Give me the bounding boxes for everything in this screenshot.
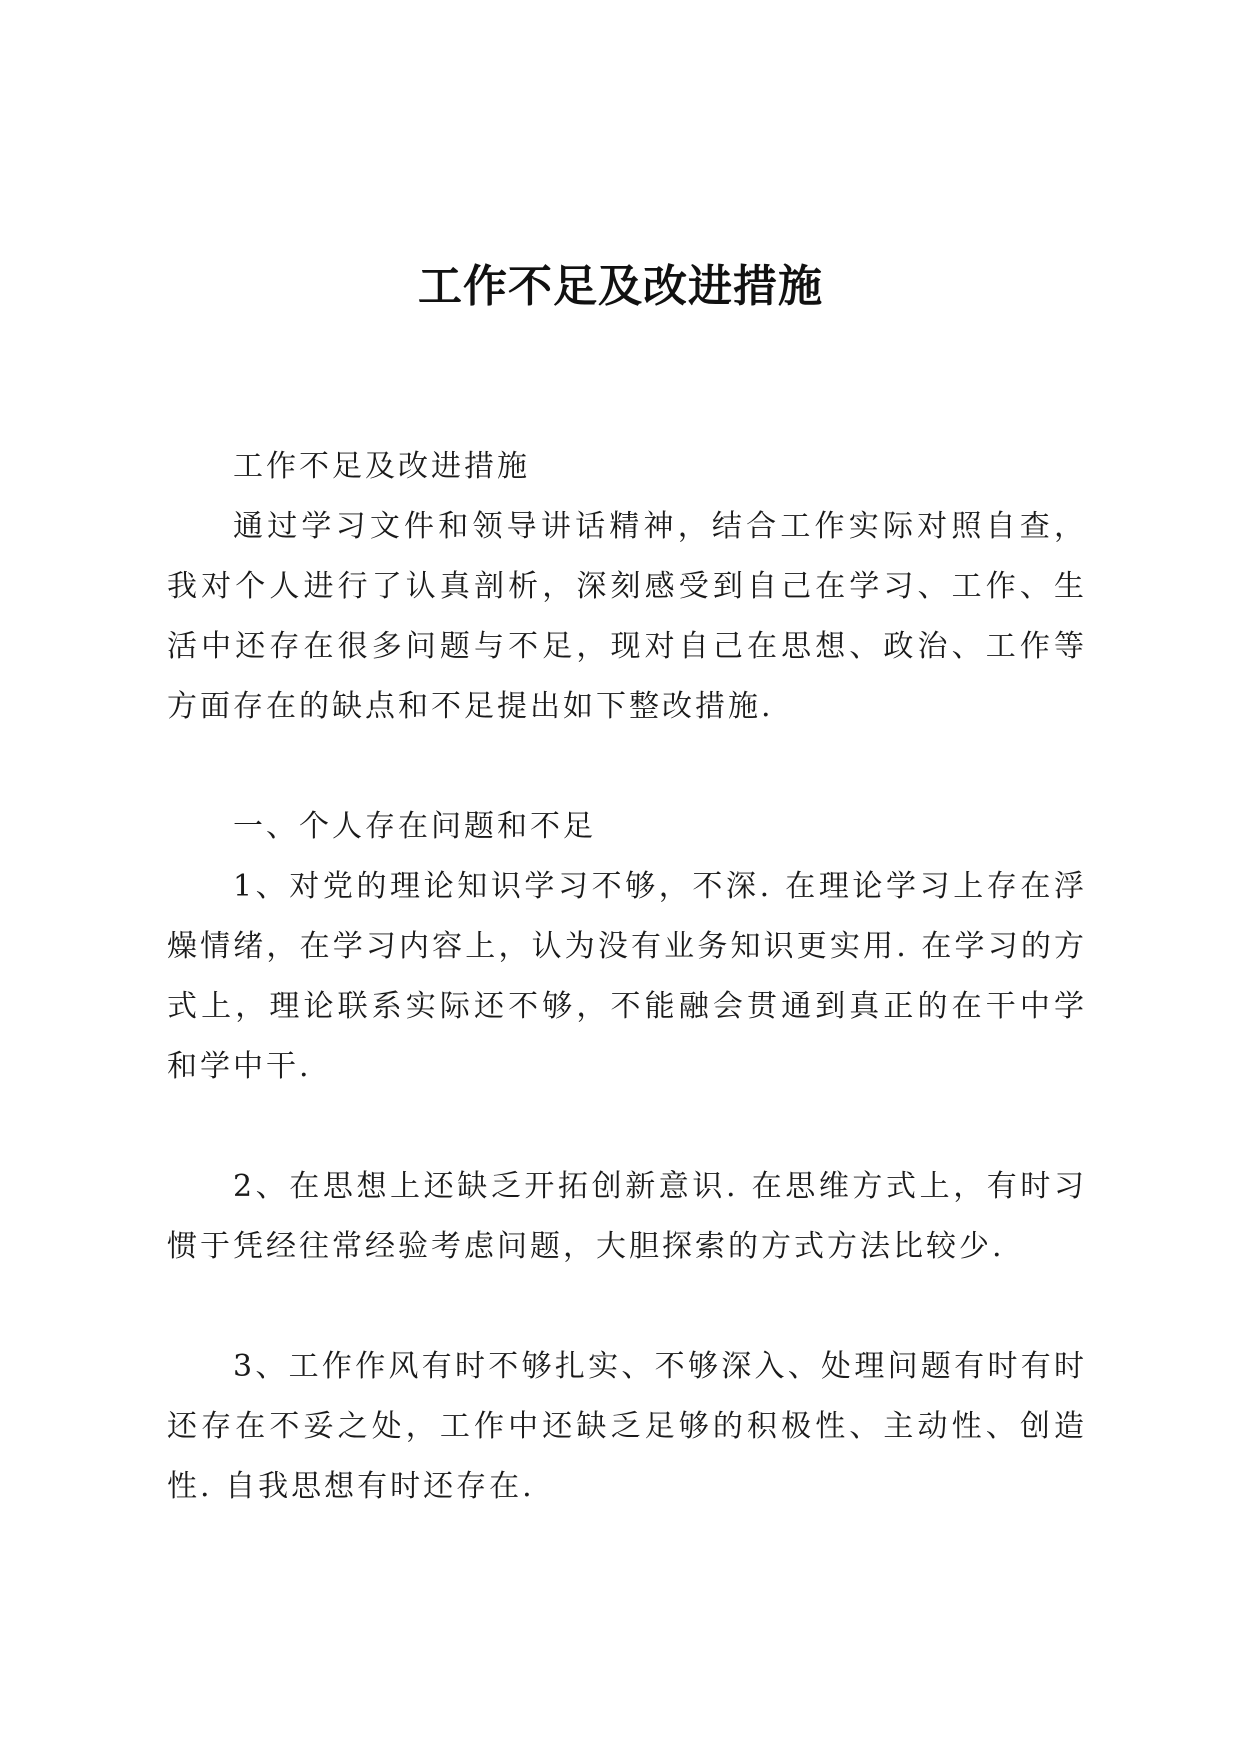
paragraph-subtitle: 工作不足及改进措施 [233, 449, 530, 484]
document-title: 工作不足及改进措施 [418, 261, 823, 312]
section-heading: 一、个人存在问题和不足 [233, 809, 596, 844]
paragraph-item-3: 3、工作作风有时不够扎实、不够深入、处理问题有时有时还存在不妥之处，工作中还缺乏足够的积极性、主动性、创造性. 自我思想有时还存在. [167, 1349, 1087, 1504]
paragraph-item-2: 2、在思想上还缺乏开拓创新意识. 在思维方式上，有时习惯于凭经往常经验考虑问题，大胆探索的方式方法比较少. [167, 1169, 1087, 1264]
paragraph-item-1: 1、对党的理论知识学习不够，不深. 在理论学习上存在浮燥情绪，在学习内容上，认为没有业务知识更实用. 在学习的方式上，理论联系实际还不够，不能融会贯通到真正的在干中学和学中干. [167, 869, 1087, 1084]
paragraph-intro: 通过学习文件和领导讲话精神，结合工作实际对照自查，我对个人进行了认真剖析，深刻感受到自己在学习、工作、生活中还存在很多问题与不足，现对自己在思想、政治、工作等方面存在的缺点和不足提出如下整改措施. [167, 509, 1087, 724]
document-body [167, 437, 1087, 1517]
